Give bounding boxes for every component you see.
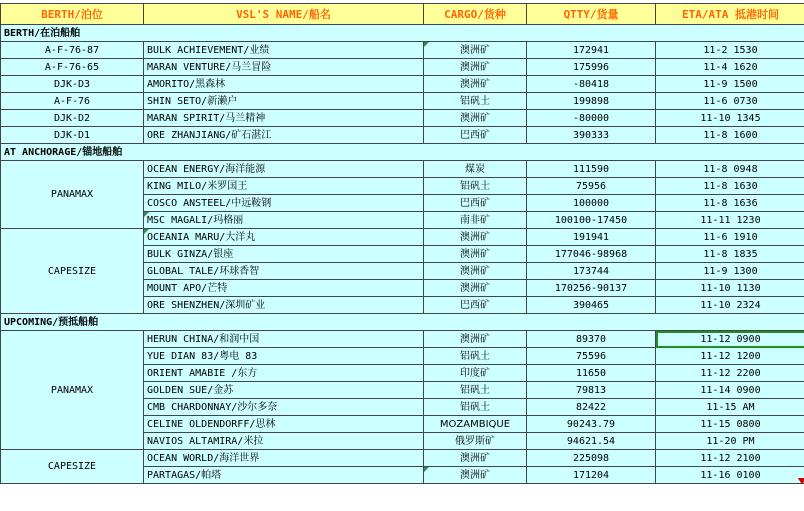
header-row <box>1 4 804 25</box>
eta-cell[interactable]: 11-9 1300 <box>656 263 804 280</box>
table-row <box>1 161 804 178</box>
eta-cell[interactable]: 11-10 1345 <box>656 110 804 127</box>
eta-cell[interactable]: 11-20 PM <box>656 433 804 450</box>
eta-cell[interactable]: 11-4 1620 <box>656 59 804 76</box>
cargo-cell[interactable]: 澳洲矿 <box>424 76 527 93</box>
cargo-cell[interactable]: 澳洲矿 <box>424 263 527 280</box>
qtty-cell[interactable]: 173744 <box>527 263 656 280</box>
cargo-cell[interactable]: 巴西矿 <box>424 127 527 144</box>
cargo-cell[interactable]: 澳洲矿 <box>424 229 527 246</box>
eta-cell[interactable]: 11-11 1230 <box>656 212 804 229</box>
section-row-anchorage <box>1 144 804 161</box>
vessel-name-cell[interactable]: MSC MAGALI/玛格丽 <box>144 212 424 229</box>
cargo-cell[interactable]: 铝矾土 <box>424 399 527 416</box>
berth-cell[interactable]: DJK-D1 <box>1 127 144 144</box>
cargo-cell[interactable]: 铝矾土 <box>424 178 527 195</box>
group-cell-panamax[interactable]: PANAMAX <box>1 161 144 229</box>
eta-cell[interactable]: 11-10 1130 <box>656 280 804 297</box>
vessel-name-cell[interactable]: ORE ZHANJIANG/矿石湛江 <box>144 127 424 144</box>
qtty-cell[interactable]: 82422 <box>527 399 656 416</box>
table-row <box>1 110 804 127</box>
cargo-cell[interactable]: 印度矿 <box>424 365 527 382</box>
table-row <box>1 450 804 467</box>
cargo-cell[interactable]: 澳洲矿 <box>424 246 527 263</box>
cargo-cell[interactable]: 澳洲矿 <box>424 467 527 484</box>
vessel-name-cell[interactable]: GLOBAL TALE/环球香智 <box>144 263 424 280</box>
cargo-cell[interactable]: 铝矾土 <box>424 93 527 110</box>
cargo-cell[interactable]: 煤炭 <box>424 161 527 178</box>
cargo-cell[interactable]: 铝矾土 <box>424 382 527 399</box>
section-row-upcoming <box>1 314 804 331</box>
vessel-name-cell[interactable]: OCEAN ENERGY/海洋能源 <box>144 161 424 178</box>
cargo-cell[interactable]: MOZAMBIQUE <box>424 416 527 433</box>
eta-cell[interactable]: 11-2 1530 <box>656 42 804 59</box>
vessel-name-cell[interactable]: MOUNT APO/芒特 <box>144 280 424 297</box>
cargo-cell[interactable]: 澳洲矿 <box>424 280 527 297</box>
qtty-cell[interactable]: 75596 <box>527 348 656 365</box>
qtty-cell[interactable]: 170256-90137 <box>527 280 656 297</box>
eta-cell[interactable]: 11-8 1600 <box>656 127 804 144</box>
section-row-berth <box>1 25 804 42</box>
vessel-name-cell[interactable]: OCEANIA MARU/大洋丸 <box>144 229 424 246</box>
section-title-berth[interactable]: BERTH/在泊船舶 <box>1 25 804 42</box>
cargo-cell[interactable]: 澳洲矿 <box>424 42 527 59</box>
qtty-cell[interactable]: 100100-17450 <box>527 212 656 229</box>
vessel-table <box>0 3 804 484</box>
eta-cell-selected[interactable]: 11-12 0900 <box>656 331 804 348</box>
table-row <box>1 331 804 348</box>
eta-cell[interactable]: 11-8 1835 <box>656 246 804 263</box>
qtty-cell[interactable]: 191941 <box>527 229 656 246</box>
table-row <box>1 76 804 93</box>
eta-cell[interactable]: 11-15 0800 <box>656 416 804 433</box>
table-row <box>1 229 804 246</box>
vessel-name-cell[interactable]: SHIN SETO/新濑户 <box>144 93 424 110</box>
qtty-cell[interactable]: 177046-98968 <box>527 246 656 263</box>
qtty-cell[interactable]: 225098 <box>527 450 656 467</box>
qtty-cell[interactable]: -80000 <box>527 110 656 127</box>
qtty-cell[interactable]: -80418 <box>527 76 656 93</box>
header-vessel-name[interactable]: VSL'S NAME/船名 <box>144 4 424 25</box>
qtty-cell[interactable]: 100000 <box>527 195 656 212</box>
vessel-name-cell[interactable]: NAVIOS ALTAMIRA/米拉 <box>144 433 424 450</box>
cargo-cell[interactable]: 澳洲矿 <box>424 110 527 127</box>
header-cargo[interactable]: CARGO/货种 <box>424 4 527 25</box>
berth-cell[interactable]: A-F-76-87 <box>1 42 144 59</box>
qtty-cell[interactable]: 390333 <box>527 127 656 144</box>
eta-cell[interactable]: 11-16 0100 <box>656 467 804 484</box>
eta-cell[interactable]: 11-12 2200 <box>656 365 804 382</box>
eta-cell[interactable]: 11-14 0900 <box>656 382 804 399</box>
vessel-name-cell[interactable]: CMB CHARDONNAY/沙尔多奈 <box>144 399 424 416</box>
table-row <box>1 42 804 59</box>
cargo-cell[interactable]: 澳洲矿 <box>424 450 527 467</box>
section-title-anchorage[interactable]: AT ANCHORAGE/锚地船舶 <box>1 144 804 161</box>
cargo-cell[interactable]: 巴西矿 <box>424 195 527 212</box>
group-cell-panamax[interactable]: PANAMAX <box>1 331 144 450</box>
table-row <box>1 93 804 110</box>
vessel-name-cell[interactable]: AMORITO/黑森林 <box>144 76 424 93</box>
qtty-cell[interactable]: 390465 <box>527 297 656 314</box>
cargo-cell[interactable]: 澳洲矿 <box>424 59 527 76</box>
vessel-name-cell[interactable]: ORE SHENZHEN/深圳矿业 <box>144 297 424 314</box>
berth-cell[interactable]: A-F-76-65 <box>1 59 144 76</box>
cargo-cell[interactable]: 南非矿 <box>424 212 527 229</box>
eta-cell[interactable]: 11-15 AM <box>656 399 804 416</box>
qtty-cell[interactable]: 11650 <box>527 365 656 382</box>
qtty-cell[interactable]: 111590 <box>527 161 656 178</box>
vessel-name-cell[interactable]: HERUN CHINA/和润中国 <box>144 331 424 348</box>
qtty-cell[interactable]: 90243.79 <box>527 416 656 433</box>
vessel-name-cell[interactable]: MARAN VENTURE/马兰冒险 <box>144 59 424 76</box>
vessel-name-cell[interactable]: KING MILO/米罗国王 <box>144 178 424 195</box>
vessel-name-cell[interactable]: PARTAGAS/帕塔 <box>144 467 424 484</box>
eta-cell[interactable]: 11-12 1200 <box>656 348 804 365</box>
vessel-name-cell[interactable]: OCEAN WORLD/海洋世界 <box>144 450 424 467</box>
vessel-name-cell[interactable]: YUE DIAN 83/粤电 83 <box>144 348 424 365</box>
qtty-cell[interactable]: 199898 <box>527 93 656 110</box>
group-cell-capesize[interactable]: CAPESIZE <box>1 229 144 314</box>
vessel-name-cell[interactable]: GOLDEN SUE/金苏 <box>144 382 424 399</box>
vessel-name-cell[interactable]: MARAN SPIRIT/马兰精神 <box>144 110 424 127</box>
table-row <box>1 59 804 76</box>
header-qtty[interactable]: QTTY/货量 <box>527 4 656 25</box>
cargo-cell[interactable]: 澳洲矿 <box>424 331 527 348</box>
eta-cell[interactable]: 11-10 2324 <box>656 297 804 314</box>
vessel-name-cell[interactable]: COSCO ANSTEEL/中远鞍钢 <box>144 195 424 212</box>
qtty-cell[interactable]: 94621.54 <box>527 433 656 450</box>
vessel-name-cell[interactable]: ORIENT AMABIE /东方 <box>144 365 424 382</box>
table-row <box>1 127 804 144</box>
eta-cell[interactable]: 11-6 0730 <box>656 93 804 110</box>
section-title-upcoming[interactable]: UPCOMING/预抵船舶 <box>1 314 804 331</box>
qtty-cell[interactable]: 75956 <box>527 178 656 195</box>
group-cell-capesize[interactable]: CAPESIZE <box>1 450 144 484</box>
vessel-name-cell[interactable]: CELINE OLDENDORFF/思林 <box>144 416 424 433</box>
header-berth[interactable]: BERTH/泊位 <box>1 4 144 25</box>
header-eta[interactable]: ETA/ATA 抵港时间 <box>656 4 804 25</box>
cargo-cell[interactable]: 巴西矿 <box>424 297 527 314</box>
berth-cell[interactable]: A-F-76 <box>1 93 144 110</box>
cargo-cell[interactable]: 铝矾土 <box>424 348 527 365</box>
cargo-cell[interactable]: 俄罗斯矿 <box>424 433 527 450</box>
eta-cell[interactable]: 11-8 1636 <box>656 195 804 212</box>
qtty-cell[interactable]: 89370 <box>527 331 656 348</box>
eta-cell[interactable]: 11-6 1910 <box>656 229 804 246</box>
eta-cell[interactable]: 11-8 1630 <box>656 178 804 195</box>
berth-cell[interactable]: DJK-D2 <box>1 110 144 127</box>
qtty-cell[interactable]: 171204 <box>527 467 656 484</box>
vessel-name-cell[interactable]: BULK ACHIEVEMENT/业绩 <box>144 42 424 59</box>
eta-cell[interactable]: 11-8 0948 <box>656 161 804 178</box>
qtty-cell[interactable]: 79813 <box>527 382 656 399</box>
qtty-cell[interactable]: 172941 <box>527 42 656 59</box>
vessel-name-cell[interactable]: BULK GINZA/银座 <box>144 246 424 263</box>
qtty-cell[interactable]: 175996 <box>527 59 656 76</box>
berth-cell[interactable]: DJK-D3 <box>1 76 144 93</box>
eta-cell[interactable]: 11-12 2100 <box>656 450 804 467</box>
eta-cell[interactable]: 11-9 1500 <box>656 76 804 93</box>
